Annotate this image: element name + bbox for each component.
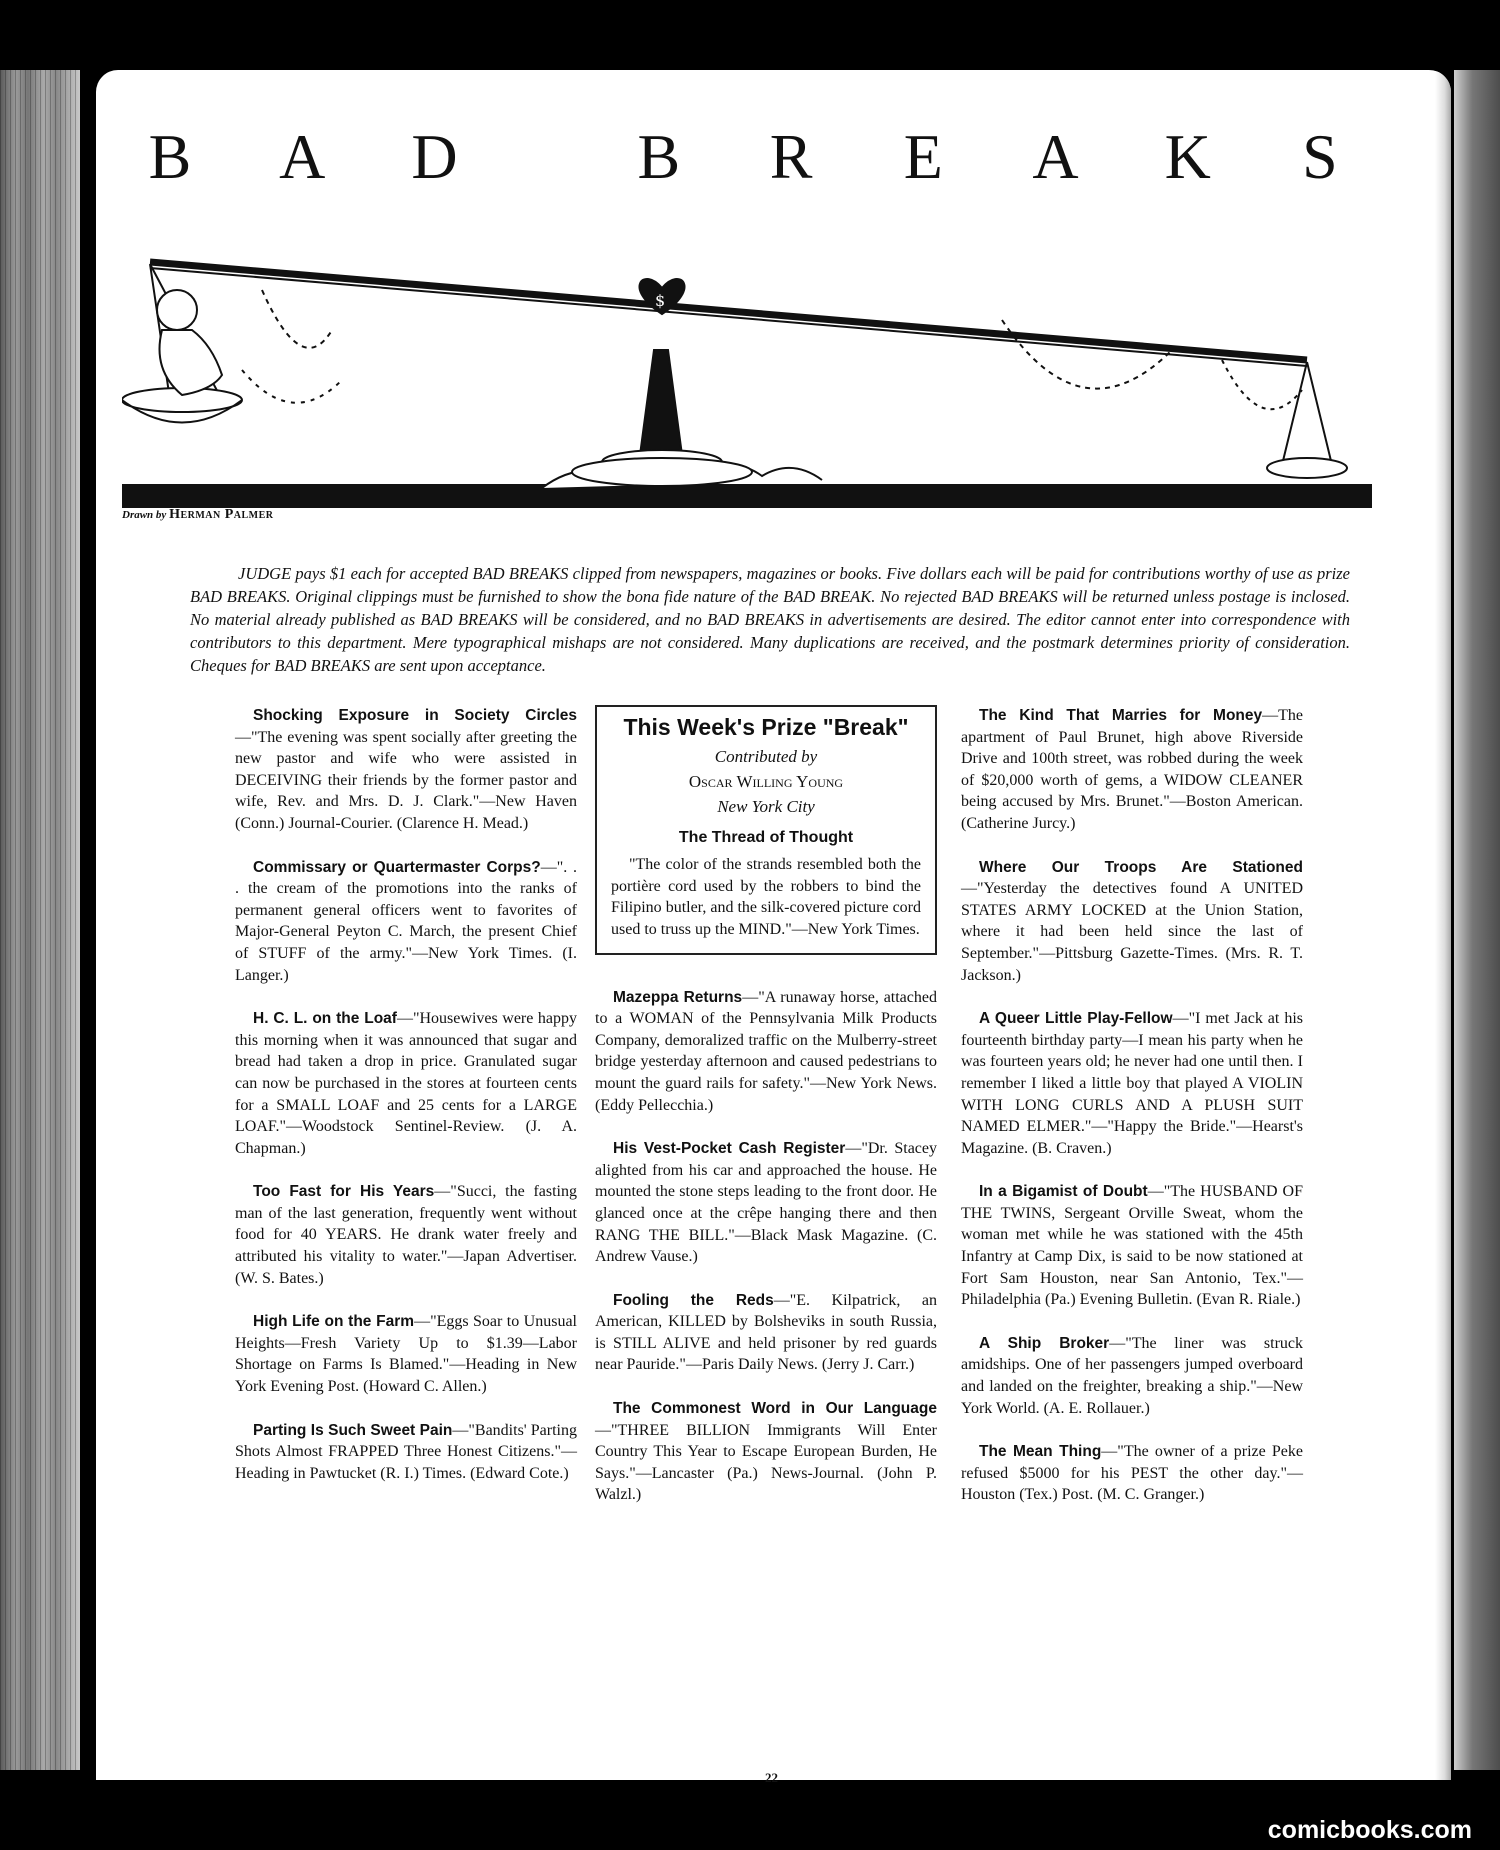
list-item	[235, 1181, 577, 1289]
book-right-edge	[1454, 70, 1500, 1770]
item-body: —"E. Kilpatrick, an American, KILLED by Bolsheviks in south Russia, is STILL ALIVE and held prisoner by red guards near Pauride."—Paris Daily News. (Jerry J. Carr.)	[595, 1291, 937, 1374]
item-body: —"Dr. Stacey alighted from his car and approached the house. He mounted the stone steps leading to the front door. He glanced once at the crêpe hanging there and then RANG THE BILL."—Black Mask Magazine. (C. Andrew Vause.)	[595, 1140, 937, 1266]
title-letter: S	[1302, 121, 1338, 192]
list-item	[595, 1398, 937, 1506]
item-heading: Too Fast for His Years	[253, 1183, 435, 1201]
column-middle	[595, 705, 937, 1528]
item-heading: The Commonest Word in Our Language	[613, 1400, 937, 1418]
title-letter: B	[148, 121, 192, 192]
page-curl-shadow	[1435, 70, 1451, 1780]
item-body: —"The liner was struck amidships. One of her passengers jumped overboard and landed on the freighter, breaking a ship."—New York World. (A. E. Rollauer.)	[961, 1334, 1303, 1417]
prize-break-box	[595, 705, 937, 955]
prize-contributed-label: Contributed by	[714, 746, 818, 766]
list-item	[595, 1290, 937, 1376]
list-item	[961, 1441, 1303, 1506]
book-left-edge	[0, 70, 80, 1770]
item-body: —". . . the cream of the promotions into the ranks of permanent general officers went to favorites of Major-General Peyton C. March, the present Chief of STUFF of the army."—New York Times. (I. Langer.)	[235, 858, 577, 984]
title-gap	[517, 120, 577, 194]
list-item	[235, 705, 577, 835]
list-item	[235, 1420, 577, 1485]
item-body: —"The evening was spent socially after greeting the new pastor and wife who were assisted in DECEIVING their friends by the former pastor and wife, Rev. and Mrs. D. J. Clark."—New Haven (Conn.) Journal-Courier. (Clarence H. Mead.)	[235, 728, 577, 832]
balance-scale-illustration	[122, 250, 1372, 520]
page-number: 22	[765, 1770, 778, 1785]
item-heading: In a Bigamist of Doubt	[979, 1183, 1148, 1201]
item-heading: Commissary or Quartermaster Corps?	[253, 858, 541, 876]
list-item	[961, 1333, 1303, 1419]
item-heading: H. C. L. on the Loaf	[253, 1010, 397, 1028]
item-body: —"Housewives were happy this morning when it was announced that sugar and bread had taken a drop in price. Granulated sugar can now be purchased in the stores at fourteen cents for a SMALL LOAF and 25 cents for a LARGE LOAF."—Woodstock Sentinel-Review. (J. A. Chapman.)	[235, 1010, 577, 1157]
credit-prefix: Drawn by	[122, 509, 167, 521]
item-heading: Where Our Troops Are Stationed	[979, 858, 1303, 876]
item-body: —"Yesterday the detectives found A UNITED STATES ARMY LOCKED at the Union Station, where it had been held since the last of September."—Pittsburg Gazette-Times. (Mrs. R. T. Jackson.)	[961, 880, 1303, 984]
list-item	[595, 987, 937, 1117]
title-letter: K	[1164, 121, 1211, 192]
title-letter: B	[637, 121, 681, 192]
list-item	[235, 857, 577, 987]
item-body: —"A runaway horse, attached to a WOMAN of the Pennsylvania Milk Products Company, demoralized traffic on the Mulberry-street bridge yesterday afternoon and caused pedestrians to mount the guard rails for safety."—New York News. (Eddy Pellecchia.)	[595, 988, 937, 1114]
title-letter: A	[279, 121, 326, 192]
item-heading: High Life on the Farm	[253, 1313, 415, 1331]
item-heading: A Queer Little Play-Fellow	[979, 1010, 1173, 1028]
item-heading: The Kind That Marries for Money	[979, 707, 1263, 724]
item-heading: The Mean Thing	[979, 1443, 1102, 1461]
page-title	[120, 120, 1370, 194]
item-heading: His Vest-Pocket Cash Register	[613, 1140, 846, 1158]
list-item	[961, 1181, 1303, 1311]
title-letter: D	[411, 121, 458, 192]
item-body: —"Eggs Soar to Unusual Heights—Fresh Variety Up to $1.39—Labor Shortage on Farms Is Blamed."—Heading in New York Evening Post. (Howard C. Allen.)	[235, 1313, 578, 1396]
title-letter: A	[1032, 121, 1079, 192]
item-heading: Parting Is Such Sweet Pain	[253, 1421, 453, 1439]
item-heading: Shocking Exposure in Society Circles	[253, 707, 577, 724]
item-body: —"THREE BILLION Immigrants Will Enter Country This Year to Escape European Burden, He Says."—Lancaster (Pa.) News-Journal. (John P. Walzl.)	[595, 1421, 937, 1504]
item-body: —"The HUSBAND OF THE TWINS, Sergeant Orville Sweat, whom the woman met while he was stationed with the 45th Infantry at Camp Dix, is said to be now stationed at Fort Sam Houston, near San Antonio, Tex."—Philadelphia (Pa.) Evening Bulletin. (Evan R. Riale.)	[961, 1183, 1303, 1309]
prize-body: "The color of the strands resembled both the portière cord used by the robbers to bind the Filipino butler, and the silk-covered picture cord used to truss up the MIND."—New York Times.	[611, 856, 921, 938]
list-item	[595, 1138, 937, 1268]
item-body: —"I met Jack at his fourteenth birthday party—I mean his party when he was fourteen years old; he never had one until then. I remember I liked a little boy that played A VIOLIN WITH LONG CURLS AND A PLUSH SUIT NAMED ELMER."—"Happy the Bride."—Hearst's Magazine. (B. Craven.)	[961, 1010, 1303, 1157]
prize-title: This Week's Prize "Break"	[623, 714, 909, 740]
item-body: —"The owner of a prize Peke refused $5000 for his PEST the other day."—Houston (Tex.) Post. (M. C. Granger.)	[961, 1443, 1303, 1504]
list-item	[961, 1008, 1303, 1159]
list-item	[961, 705, 1303, 835]
prize-subtitle: The Thread of Thought	[678, 828, 854, 846]
title-letter: R	[769, 121, 813, 192]
item-body: —The apartment of Paul Brunet, high above Riverside Drive and 100th street, was robbed during the week of $20,000 worth of gems, a WIDOW CLEANER being accused by Mrs. Brunet."—Boston American. (Catherine Jurcy.)	[961, 707, 1303, 832]
item-body: —"Succi, the fasting man of the last generation, frequently went without food for 40 YEARS. He drank water freely and attributed his vitality to water."—Japan Advertiser. (W. S. Bates.)	[235, 1183, 577, 1287]
intro-paragraph: JUDGE pays $1 each for accepted BAD BREAKS clipped from newspapers, magazines or books. Five dollars each will be paid for contributions worthy of use as prize BAD BREAKS. Original clippings must be furnished to show the bona fide nature of the BAD BREAK. No rejected BAD BREAKS will be returned unless postage is inclosed. No material already published as BAD BREAKS will be considered, and no BAD BREAKS in advertisements are desired. The editor cannot enter into correspondence with contributors to this department. Mere typographical mishaps are not considered. Many duplications are received, and the postmark determines priority of consideration. Cheques for BAD BREAKS are sent upon acceptance.	[190, 563, 1350, 675]
column-right	[961, 705, 1303, 1528]
item-heading: A Ship Broker	[979, 1334, 1110, 1352]
list-item	[961, 857, 1303, 987]
column-left	[235, 705, 577, 1506]
item-heading: Fooling the Reds	[613, 1291, 774, 1309]
prize-city: New York City	[717, 796, 815, 816]
illustration-credit	[122, 507, 274, 523]
item-heading: Mazeppa Returns	[613, 988, 743, 1006]
list-item	[235, 1311, 577, 1397]
site-watermark: comicbooks.com	[1267, 1816, 1472, 1844]
title-letter: E	[903, 121, 943, 192]
list-item	[235, 1008, 577, 1159]
svg-text:$: $	[655, 291, 666, 310]
prize-contributor: Oscar Willing Young	[688, 771, 844, 791]
item-body: —"Bandits' Parting Shots Almost FRAPPED Three Honest Citizens."—Heading in Pawtucket (R. I.) Times. (Edward Cote.)	[235, 1421, 577, 1482]
credit-artist: Herman Palmer	[169, 507, 274, 522]
